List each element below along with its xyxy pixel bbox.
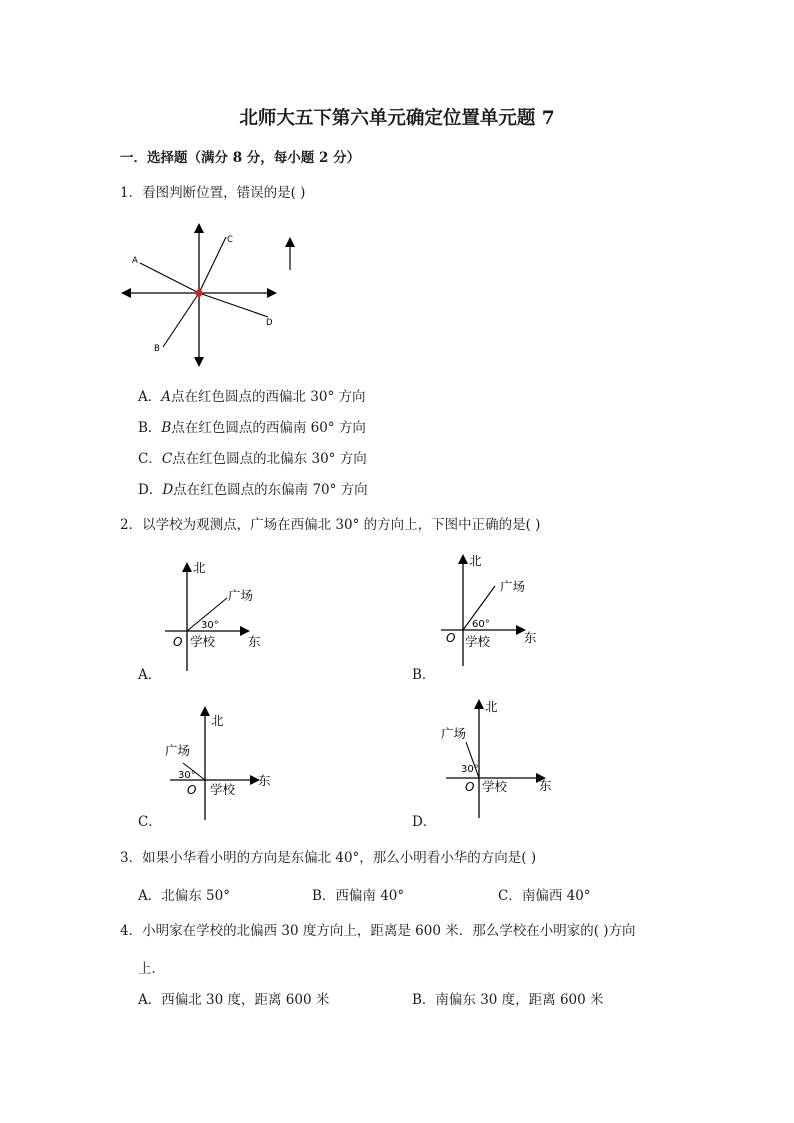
q1-label-c: C bbox=[227, 235, 233, 245]
svg-text:学校: 学校 bbox=[190, 634, 216, 649]
q4-option-b[interactable]: B．南偏东 30 度，距离 600 米 bbox=[412, 992, 604, 1008]
q1-ray-b bbox=[163, 293, 199, 347]
svg-text:北: 北 bbox=[469, 553, 482, 568]
question-3-stem: 3．如果小华看小明的方向是东偏北 40°，那么小明看小华的方向是( ) bbox=[120, 850, 537, 866]
q1-direction-diagram bbox=[118, 215, 308, 370]
svg-text:学校: 学校 bbox=[482, 779, 508, 794]
q1-option-d[interactable]: D．D点在红色圆点的东偏南 70° 方向 bbox=[138, 482, 368, 498]
question-4-stem: 4．小明家在学校的北偏西 30 度方向上，距离是 600 米．那么学校在小明家的( )方向 bbox=[120, 923, 636, 939]
svg-text:60°: 60° bbox=[472, 619, 490, 630]
q2-diagram-c[interactable] bbox=[160, 700, 280, 820]
svg-text:30°: 30° bbox=[461, 764, 479, 775]
q3-option-c[interactable]: C．南偏西 40° bbox=[498, 888, 591, 904]
svg-text:东: 东 bbox=[248, 634, 261, 649]
svg-text:北: 北 bbox=[211, 713, 224, 728]
q1-option-a[interactable]: A．A点在红色圆点的西偏北 30° 方向 bbox=[138, 389, 366, 405]
q2-diagram-b[interactable] bbox=[436, 548, 546, 666]
q1-label-a: A bbox=[132, 256, 138, 266]
q2-option-b-letter: B． bbox=[412, 667, 436, 683]
svg-text:广场: 广场 bbox=[500, 579, 526, 594]
svg-text:东: 东 bbox=[539, 778, 552, 793]
q2-option-c-letter: C． bbox=[138, 814, 162, 830]
q2-diagram-a[interactable] bbox=[160, 556, 270, 674]
svg-text:广场: 广场 bbox=[441, 726, 467, 741]
q2-option-a-letter: A． bbox=[138, 667, 162, 683]
svg-text:30°: 30° bbox=[201, 620, 219, 631]
svg-text:东: 东 bbox=[524, 630, 537, 645]
q3-option-b[interactable]: B．西偏南 40° bbox=[312, 888, 405, 904]
q1-ray-a bbox=[140, 263, 199, 293]
svg-text:O: O bbox=[187, 783, 197, 797]
q1-red-dot bbox=[196, 290, 203, 297]
svg-text:学校: 学校 bbox=[210, 782, 236, 797]
svg-text:30°: 30° bbox=[178, 770, 196, 781]
q2-option-d-letter: D． bbox=[412, 814, 437, 830]
q1-option-b[interactable]: B．B点在红色圆点的西偏南 60° 方向 bbox=[138, 420, 366, 436]
q4-option-a[interactable]: A．西偏北 30 度，距离 600 米 bbox=[138, 992, 330, 1008]
q1-ray-c bbox=[199, 237, 226, 293]
q1-option-c[interactable]: C．C点在红色圆点的北偏东 30° 方向 bbox=[138, 451, 367, 467]
q3-option-a[interactable]: A．北偏东 50° bbox=[138, 888, 230, 904]
svg-text:北: 北 bbox=[193, 560, 206, 575]
section-heading: 一．选择题（满分 8 分，每小题 2 分） bbox=[120, 150, 361, 166]
svg-text:广场: 广场 bbox=[165, 743, 191, 758]
q1-label-b: B bbox=[154, 344, 160, 354]
question-1-stem: 1．看图判断位置，错误的是( ) bbox=[120, 185, 306, 201]
svg-text:广场: 广场 bbox=[228, 588, 254, 603]
svg-text:学校: 学校 bbox=[465, 634, 491, 649]
page-title: 北师大五下第六单元确定位置单元题 7 bbox=[239, 108, 555, 129]
q1-label-d: D bbox=[266, 318, 273, 328]
svg-text:O: O bbox=[446, 631, 456, 645]
question-4-stem-continued: 上． bbox=[138, 961, 165, 977]
svg-text:东: 东 bbox=[258, 773, 271, 788]
svg-text:O: O bbox=[173, 635, 183, 649]
question-2-stem: 2．以学校为观测点，广场在西偏北 30° 的方向上，下图中正确的是( ) bbox=[120, 517, 541, 533]
svg-text:北: 北 bbox=[485, 699, 498, 714]
q2-diagram-d[interactable] bbox=[436, 693, 556, 818]
q1-ray-d bbox=[199, 293, 268, 317]
svg-text:O: O bbox=[465, 780, 475, 794]
